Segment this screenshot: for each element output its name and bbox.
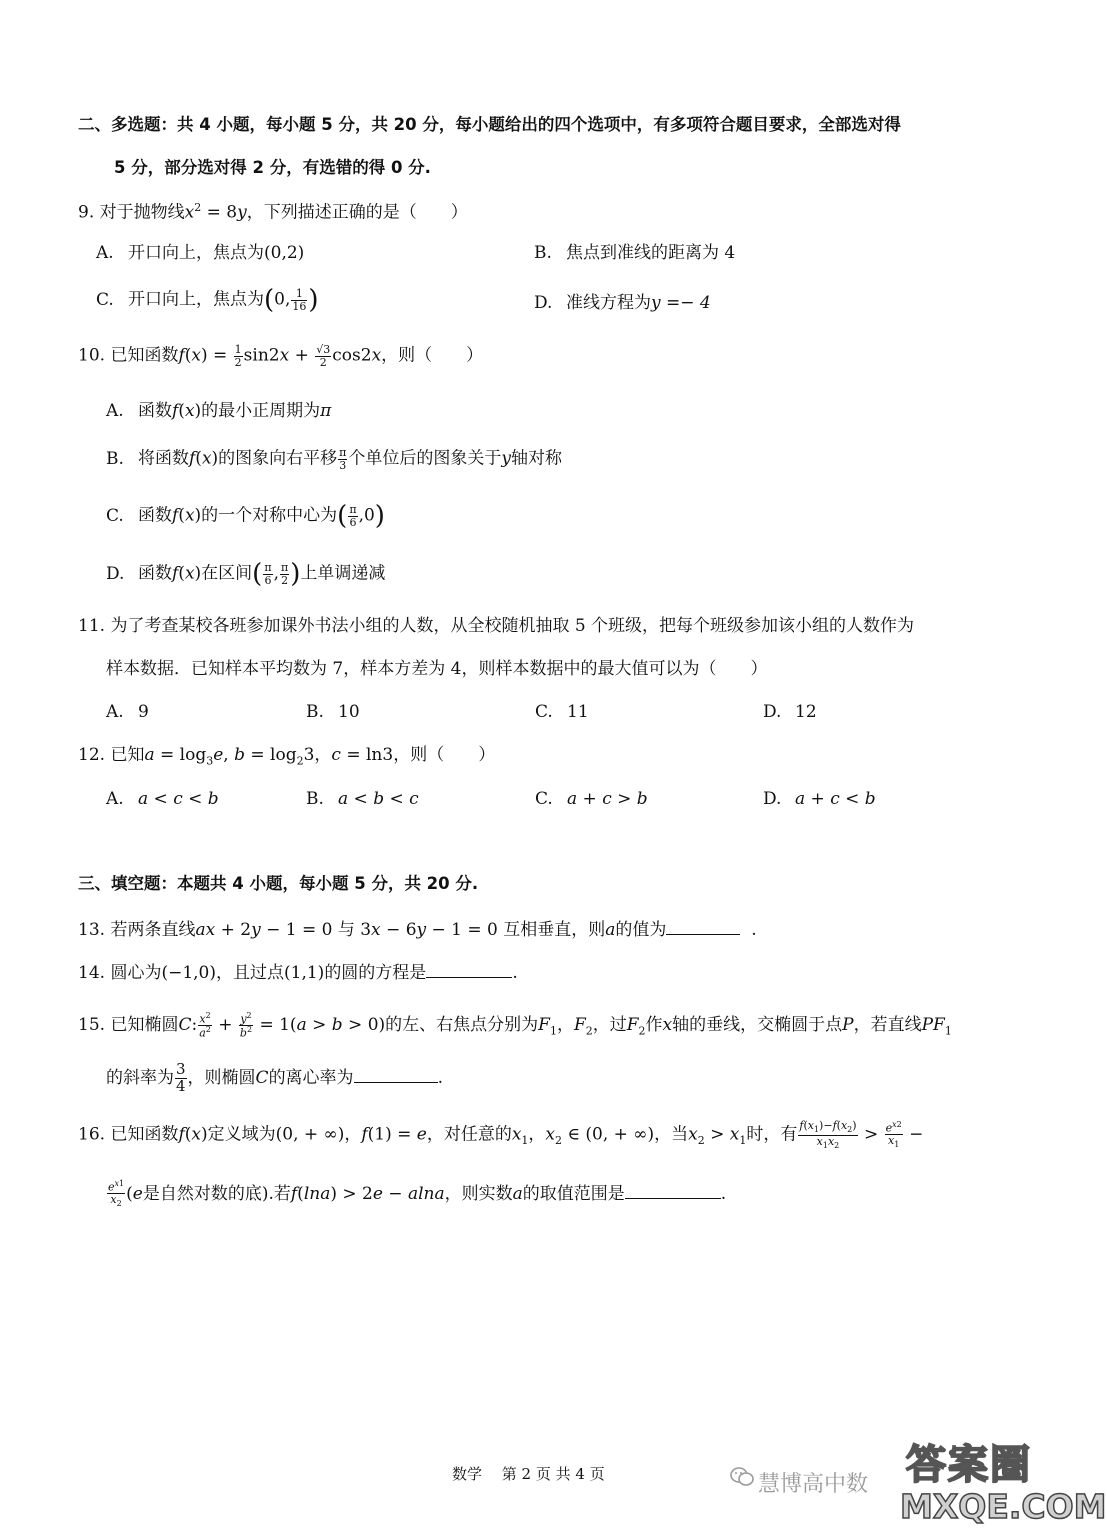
q9-option-c-text: 开口向上，焦点为 (128, 289, 264, 310)
question-10-stem: 10. 已知函数f(x) = $\frac{1}{2}$ sin2x + $\frac{√3}{2}$ cos2x，则（ ） (78, 343, 484, 369)
option-label: D. (763, 789, 782, 809)
q12-option-b: B. a < b < c (306, 789, 419, 809)
watermark-url: MXQE.COM (900, 1487, 1107, 1526)
q14-text-c: 的圆的方程是 (324, 963, 427, 983)
q12-stem-tail: ，则（ ） (393, 745, 496, 765)
q11-option-c (535, 704, 589, 721)
q9-stem-tail: ，下列描述正确的是（ ） (246, 202, 468, 223)
q10-b-text4: 轴对称 (511, 448, 563, 469)
q10-a-text1: 函数 (138, 401, 172, 421)
option-label: B. (534, 243, 552, 263)
q11-option-a-text: 9 (138, 702, 149, 722)
q16-text-a: 16. 已知函数 (78, 1124, 179, 1145)
q15-text-a: 15. 已知椭圆 (78, 1015, 179, 1036)
option-label: A. (106, 789, 124, 809)
q15-text-c: ，过 (592, 1015, 627, 1036)
q9-option-b-text: 焦点到准线的距离为 4 (566, 243, 736, 263)
option-label: A. (96, 243, 114, 263)
q16-text-d: ，当 (654, 1124, 689, 1145)
q16-text-b: 定义域为 (207, 1124, 276, 1145)
q15-text-h: ，则椭圆 (187, 1067, 256, 1088)
option-label: C. (96, 289, 114, 310)
q16-text-f: 是自然对数的底).若 (142, 1183, 291, 1204)
question-16-line1: 16. 已知函数f(x)定义域为(0, + ∞)，f(1) = e，对任意的$x_1$，$x_2$ ∈ (0, + ∞)，当$x_2 > x_1$时，有 $\frac{f(x_1)-f(x_2)}{x_1x_2}$ > $\frac{e^{x2}}{x_1}$ − (78, 1119, 924, 1150)
q14-text-d: . (512, 963, 518, 983)
option-label: D. (106, 563, 125, 584)
section3-heading: 三、填空题：本题共 4 小题，每小题 5 分，共 20 分. (78, 874, 479, 893)
q11-option-a (106, 704, 149, 721)
section2-heading-line2: 5 分，部分选对得 2 分，有选错的得 0 分. (114, 158, 431, 177)
q10-b-text2: 的图象向右平移 (218, 448, 338, 469)
q16-text-e: 时，有 (746, 1124, 798, 1145)
question-15-line2: 的斜率为 $\frac{3}{4}$ ，则椭圆C的离心率为 . (106, 1060, 443, 1095)
q16-text-h: 的取值范围是 (522, 1183, 625, 1204)
q12-stem-text: 12. 已知 (78, 745, 145, 765)
q13-text-c: 互相垂直，则 (503, 920, 606, 940)
q10-a-text2: 的最小正周期为 (201, 401, 321, 421)
option-label: B. (306, 789, 324, 809)
q15-text-f: ，若直线 (853, 1015, 922, 1036)
option-label: A. (106, 702, 124, 722)
q13-text-d: 的值为 (615, 920, 667, 940)
q10-stem-text: 10. 已知函数 (78, 345, 179, 366)
q9-option-a-text: 开口向上，焦点为(0,2) (128, 243, 305, 263)
question-14: 14. 圆心为(−1,0)，且过点(1,1)的圆的方程是 . (78, 963, 518, 983)
q10-b-text3: 个单位后的图象关于 (348, 448, 502, 469)
answer-blank (426, 963, 512, 978)
question-16-line2: $\frac{e^{x1}}{x_2}$ (e是自然对数的底).若f(lna) > 2e − alna，则实数a的取值范围是 . (108, 1179, 727, 1209)
q12-option-c: C. a + c > b (535, 789, 648, 809)
q10-option-b: B. 将函数f(x)的图象向右平移 $\frac{\pi}{3}$ 个单位后的图象关于y轴对称 (106, 446, 563, 472)
answer-blank (354, 1068, 438, 1083)
option-label: B. (306, 702, 324, 722)
question-12-stem: 12. 已知$a = \log_3e$, $b = \log_23$，c = ln3，则（ ） (78, 745, 496, 768)
q9-option-a (96, 245, 304, 262)
q10-d-text1: 函数 (138, 563, 172, 584)
q9-option-d (534, 295, 711, 312)
q10-b-text1: 将函数 (138, 448, 189, 469)
q9-option-d-math: y =− 4 (651, 293, 711, 313)
q13-text-b: 与 (337, 920, 355, 940)
q9-option-d-text: 准线方程为 (566, 293, 651, 313)
page-footer: 数学 第 2 页 共 4 页 (452, 1465, 605, 1483)
q9-stem-text: 9. 对于抛物线 (78, 202, 185, 223)
option-label: D. (534, 293, 553, 313)
q10-option-a: A. 函数f(x)的最小正周期为π (106, 401, 332, 421)
q11-option-b (306, 704, 360, 721)
q15-text-i: 的离心率为 (268, 1067, 354, 1088)
option-label: D. (763, 702, 782, 722)
q14-text-a: 14. 圆心为 (78, 963, 162, 983)
watermark-channel-name: 慧博高中数 (758, 1472, 869, 1497)
answer-blank (666, 920, 740, 935)
q10-d-text2: 在区间 (201, 563, 253, 584)
q15-text-j: . (437, 1067, 443, 1088)
option-label: A. (106, 401, 124, 421)
q11-option-d-text: 12 (795, 702, 817, 722)
option-label: C. (106, 505, 124, 526)
wechat-icon (730, 1466, 754, 1488)
question-11-line1: 11. 为了考查某校各班参加课外书法小组的人数，从全校随机抽取 5 个班级，把每个班级参加该小组的人数作为 (78, 616, 915, 636)
q16-text-c: ，对任意的 (426, 1124, 512, 1145)
q12-option-d: D. a + c < b (763, 789, 876, 809)
watermark-logo: 答案圈 (906, 1442, 1032, 1488)
answer-blank (625, 1184, 721, 1199)
q10-c-text1: 函数 (138, 505, 172, 526)
question-13: 13. 若两条直线ax + 2y − 1 = 0 与 3x − 6y − 1 = 0 互相垂直，则a的值为 . (78, 920, 757, 940)
q9-option-b (534, 245, 735, 262)
question-9-stem: 9. 对于抛物线$x^2 = 8y$，下列描述正确的是（ ） (78, 201, 468, 223)
q10-stem-tail: ，则（ ） (381, 345, 484, 366)
q11-option-b-text: 10 (338, 702, 360, 722)
q12-option-a: A. a < c < b (106, 789, 219, 809)
q15-text-g: 的斜率为 (106, 1067, 174, 1088)
q16-text-g: ，则实数 (444, 1183, 513, 1204)
q10-c-text2: 的一个对称中心为 (201, 505, 338, 526)
question-11-line2: 样本数据．已知样本平均数为 7，样本方差为 4，则样本数据中的最大值可以为（ ） (106, 659, 768, 679)
question-15-line1: 15. 已知椭圆C: $\frac{x^2}{a^2}$ + $\frac{y^2}{b^2}$ = 1(a > b > 0)的左、右焦点分别为$F_1$，$F_2$，过$F_2$作x轴的垂线，交椭圆于点P，若直线$PF_1$ (78, 1011, 952, 1040)
q14-text-b: ，且过点 (216, 963, 284, 983)
q16-text-i: . (720, 1183, 727, 1204)
q13-text-a: 13. 若两条直线 (78, 920, 196, 940)
option-label: C. (535, 789, 553, 809)
option-label: B. (106, 448, 124, 469)
q10-d-text3: 上单调递减 (300, 563, 386, 584)
q13-text-e: . (751, 920, 757, 940)
section2-heading-line1: 二、多选题：共 4 小题，每小题 5 分，共 20 分，每小题给出的四个选项中，有多项符合题目要求，全部选对得 (78, 115, 901, 134)
q15-text-b: 的左、右焦点分别为 (385, 1015, 539, 1036)
q10-option-d: D. 函数f(x)在区间( $\frac{\pi}{6}$ , $\frac{\pi}{2}$ )上单调递减 (106, 559, 386, 589)
q15-text-e: 轴的垂线，交椭圆于点 (672, 1015, 843, 1036)
option-label: C. (535, 702, 553, 722)
q15-text-d: 作 (645, 1015, 663, 1036)
q9-option-c: C. 开口向上，焦点为(0, $\frac{1}{16}$ ) (96, 285, 319, 315)
q11-option-d (763, 704, 817, 721)
q10-option-c: C. 函数f(x)的一个对称中心为( $\frac{\pi}{6}$ ,0) (106, 501, 385, 531)
q11-option-c-text: 11 (567, 702, 589, 722)
